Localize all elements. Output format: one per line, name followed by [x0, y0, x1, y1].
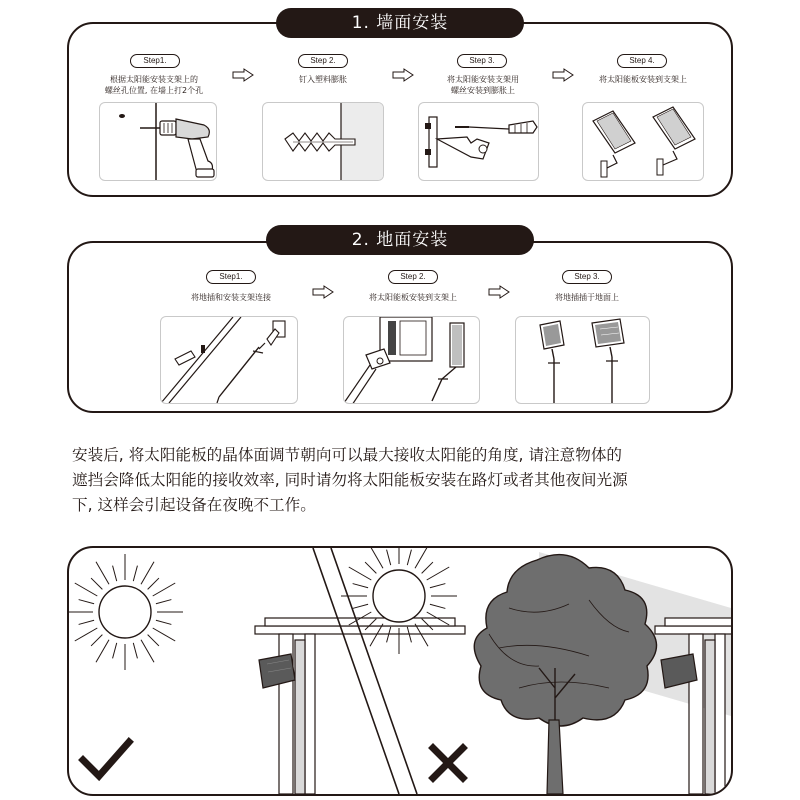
tree-illustration [474, 555, 656, 794]
arrow-right-icon [552, 68, 574, 82]
wall-step-4-label: Step 4. [617, 54, 667, 68]
ground-step-3-staked-illustration [515, 316, 650, 404]
pergola-left [255, 618, 465, 794]
ground-step-2-label: Step 2. [388, 270, 438, 284]
cross-icon [433, 748, 463, 778]
ground-step-2-text: 将太阳能板安装到支架上 [369, 293, 457, 302]
wall-step-2-text: 钉入塑料膨胀 [299, 75, 347, 84]
placement-comparison-scene [67, 546, 733, 796]
arrow-right-icon [392, 68, 414, 82]
wall-step-1-line-1: 根据太阳能安装支架上的 [110, 75, 198, 84]
wall-step-3-line-2: 螺丝安装到膨胀上 [451, 86, 515, 95]
note-line-3: 下, 这样会引起设备在夜晚不工作。 [72, 496, 316, 514]
wall-step-4-text: 将太阳能板安装到支架上 [599, 75, 687, 84]
wall-step-1-drill-illustration [99, 102, 217, 181]
ground-step-2-panel-illustration [343, 316, 480, 404]
wall-step-1-label: Step1. [130, 54, 180, 68]
sun-icon-left [69, 554, 183, 670]
ground-step-1-stake-illustration [160, 316, 298, 404]
wall-step-3-bracket-illustration [418, 102, 539, 181]
sun-icon-right [341, 548, 457, 654]
installation-note [72, 443, 752, 518]
note-line-1: 安装后, 将太阳能板的晶体面调节朝向可以最大接收太阳能的角度, 请注意物体的 [72, 446, 623, 464]
wall-step-1-line-2: 螺丝孔位置, 在墙上打2个孔 [104, 86, 204, 95]
ground-install-title: 2. 地面安装 [266, 225, 534, 255]
ground-step-3-text: 将地插插于地面上 [555, 293, 619, 302]
wall-step-4-panel-illustration [582, 102, 704, 181]
wall-step-3-line-1: 将太阳能安装支架用 [447, 75, 519, 84]
arrow-right-icon [312, 285, 334, 299]
ground-step-1-text: 将地插和安装支架连接 [191, 293, 271, 302]
arrow-right-icon [488, 285, 510, 299]
arrow-right-icon [232, 68, 254, 82]
note-line-2: 遮挡会降低太阳能的接收效率, 同时请勿将太阳能板安装在路灯或者其他夜间光源 [72, 471, 628, 489]
wall-step-2-anchor-illustration [262, 102, 384, 181]
check-icon [83, 742, 129, 776]
wall-step-1-text [82, 74, 226, 96]
ground-step-1-label: Step1. [206, 270, 256, 284]
wall-step-2-label: Step 2. [298, 54, 348, 68]
wall-step-3-label: Step 3. [457, 54, 507, 68]
wall-step-3-text [418, 74, 548, 96]
ground-step-3-label: Step 3. [562, 270, 612, 284]
wall-install-title: 1. 墙面安装 [276, 8, 524, 38]
